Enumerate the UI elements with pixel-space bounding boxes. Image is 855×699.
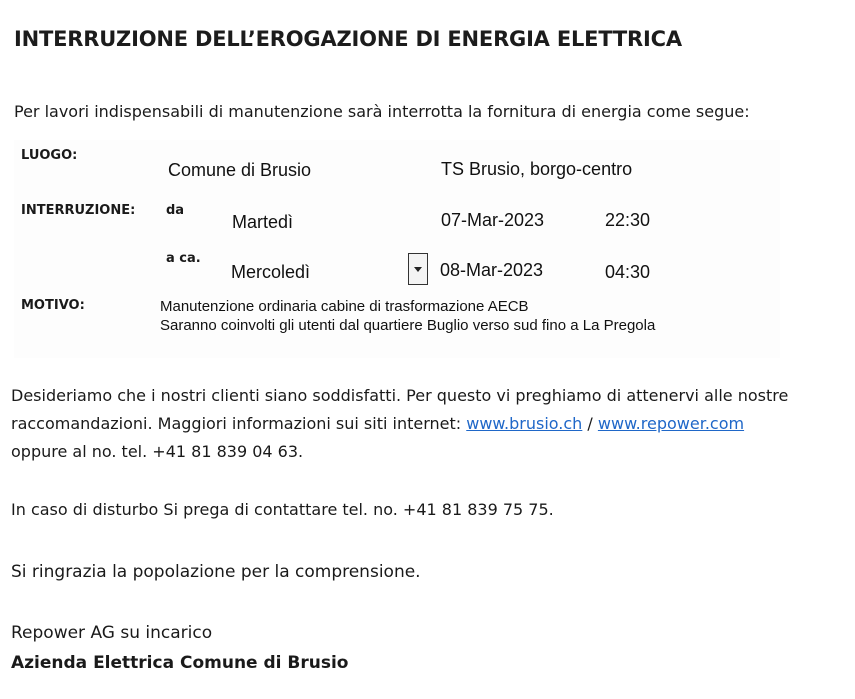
contact-line-2-prefix: raccomandazioni. Maggiori informazioni sui siti internet: — [11, 414, 462, 433]
luogo-ts: TS Brusio, borgo-centro — [441, 159, 633, 179]
chevron-down-icon — [413, 265, 423, 273]
motivo-line-1: Manutenzione ordinaria cabine di trasformazione AECB — [160, 298, 529, 315]
da-day: Martedì — [232, 212, 294, 232]
disturbo-text: In caso di disturbo Si prega di contattare tel. no. +41 81 839 75 75. — [11, 500, 554, 519]
a-day: Mercoledì — [231, 262, 311, 282]
luogo-label: LUOGO: — [21, 148, 78, 163]
repower-link[interactable]: www.repower.com — [597, 414, 745, 433]
da-label: da — [166, 203, 185, 218]
contact-line-3: oppure al no. tel. +41 81 839 04 63. — [11, 442, 304, 461]
da-time: 22:30 — [605, 210, 651, 230]
notice-title: INTERRUZIONE DELL’EROGAZIONE DI ENERGIA ELETTRICA — [14, 27, 682, 51]
a-time: 04:30 — [605, 262, 651, 282]
contact-line-2 — [11, 410, 744, 438]
aca-label: a ca. — [166, 251, 201, 266]
motivo-line-2: Saranno coinvolti gli utenti dal quartiere Buglio verso sud fino a La Pregola — [160, 317, 656, 334]
da-date: 07-Mar-2023 — [441, 210, 545, 230]
motivo-label: MOTIVO: — [21, 298, 85, 313]
thanks-text: Si ringrazia la popolazione per la comprensione. — [11, 562, 421, 582]
signature-line-1: Repower AG su incarico — [11, 623, 213, 643]
a-date: 08-Mar-2023 — [440, 260, 544, 280]
date-dropdown-button[interactable] — [408, 253, 428, 285]
contact-line-1: Desideriamo che i nostri clienti siano soddisfatti. Per questo vi preghiamo di attenervi alle nostre — [11, 386, 789, 405]
luogo-comune: Comune di Brusio — [168, 160, 312, 180]
link-separator: / — [587, 414, 593, 433]
signature-line-2: Azienda Elettrica Comune di Brusio — [11, 653, 349, 673]
brusio-link[interactable]: www.brusio.ch — [466, 414, 583, 433]
interruzione-label: INTERRUZIONE: — [21, 203, 136, 218]
intro-text: Per lavori indispensabili di manutenzione sarà interrotta la fornitura di energia come segue: — [14, 102, 750, 121]
